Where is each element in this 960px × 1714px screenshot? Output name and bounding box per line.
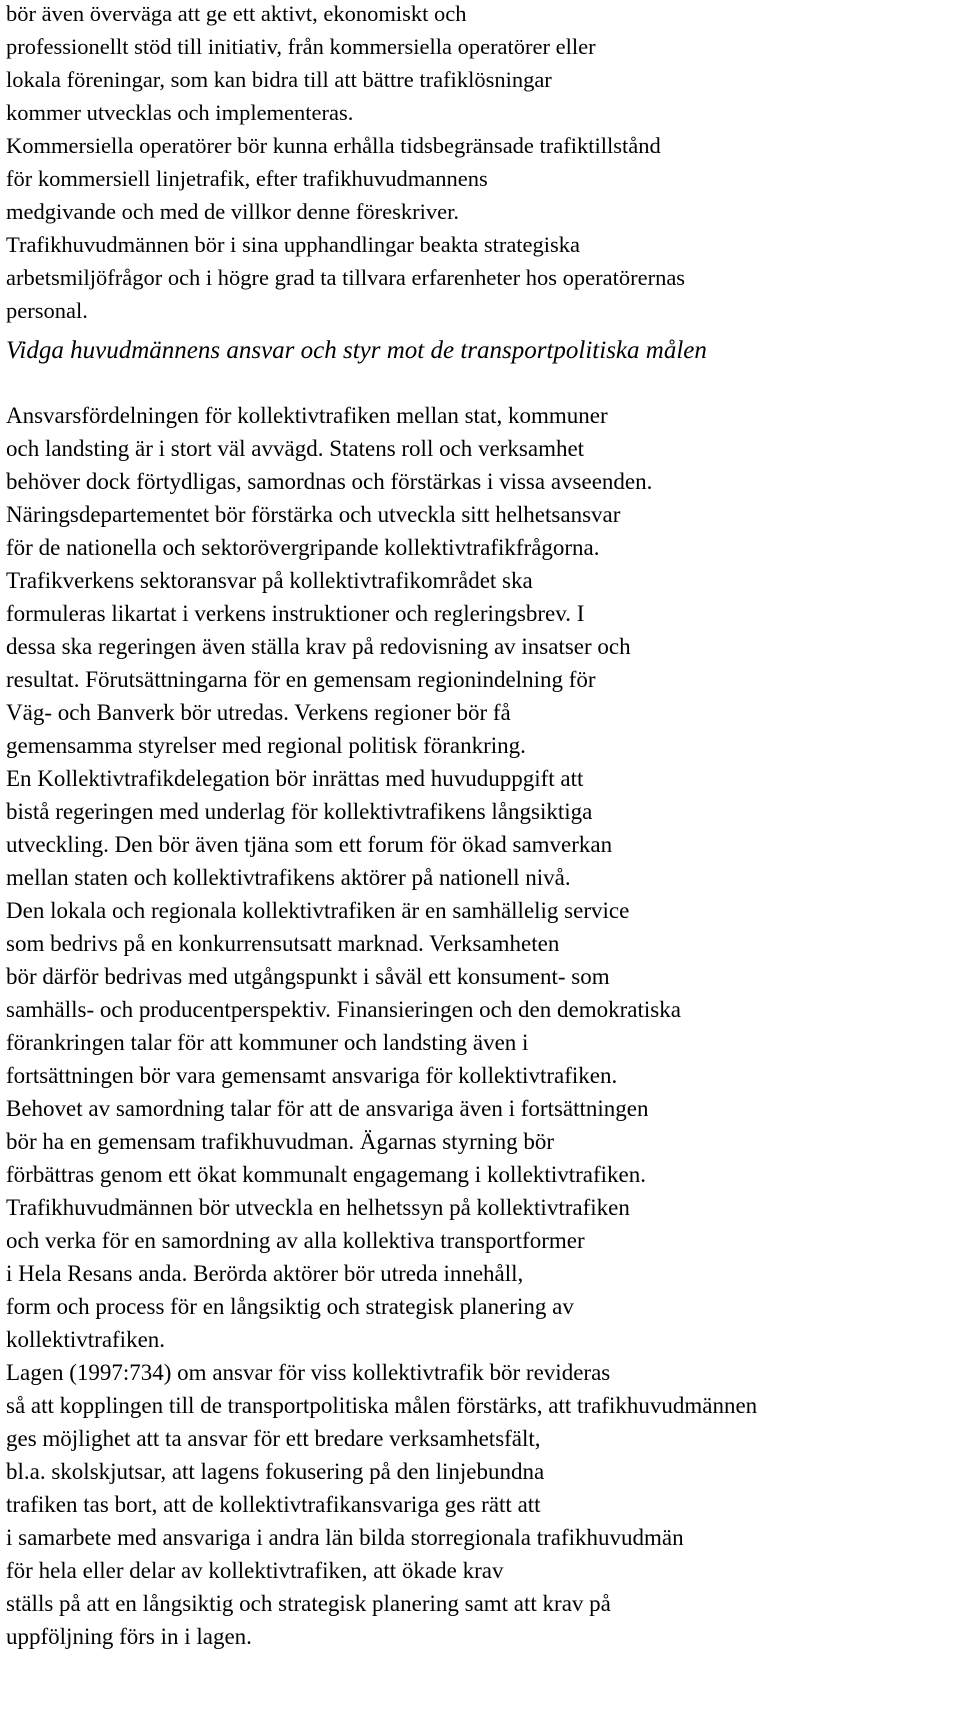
text-line: utveckling. Den bör även tjäna som ett forum för ökad samverkan [6, 832, 613, 857]
text-line: form och process för en långsiktig och strategisk planering av [6, 1294, 574, 1319]
text-line: som bedrivs på en konkurrensutsatt marknad. Verksamheten [6, 931, 560, 956]
text-line: lokala föreningar, som kan bidra till att bättre trafiklösningar [6, 67, 552, 92]
text-line: dessa ska regeringen även ställa krav på redovisning av insatser och [6, 634, 631, 659]
text-line: för de nationella och sektorövergripande kollektivtrafikfrågorna. [6, 535, 600, 560]
text-line: Lagen (1997:734) om ansvar för viss kollektivtrafik bör revideras [6, 1360, 611, 1385]
text-line: Den lokala och regionala kollektivtrafiken är en samhällelig service [6, 898, 630, 923]
text-line: personal. [6, 298, 88, 323]
text-line: Kommersiella operatörer bör kunna erhålla tidsbegränsade trafiktillstånd [6, 133, 661, 158]
text-line: medgivande och med de villkor denne föreskriver. [6, 199, 459, 224]
text-line: uppföljning förs in i lagen. [6, 1624, 252, 1649]
text-line: förbättras genom ett ökat kommunalt engagemang i kollektivtrafiken. [6, 1162, 646, 1187]
text-line: kollektivtrafiken. [6, 1327, 166, 1352]
text-line: trafiken tas bort, att de kollektivtrafikansvariga ges rätt att [6, 1492, 541, 1517]
text-line: och landsting är i stort väl avvägd. Statens roll och verksamhet [6, 436, 585, 461]
text-line: ges möjlighet att ta ansvar för ett bredare verksamhetsfält, [6, 1426, 541, 1451]
text-line: Ansvarsfördelningen för kollektivtrafiken mellan stat, kommuner [6, 403, 608, 428]
section-heading: Vidga huvudmännens ansvar och styr mot de transportpolitiska målen [6, 337, 707, 364]
text-line: ställs på att en långsiktig och strategisk planering samt att krav på [6, 1591, 611, 1616]
text-line: samhälls- och producentperspektiv. Finansieringen och den demokratiska [6, 997, 681, 1022]
text-line: En Kollektivtrafikdelegation bör inrättas med huvuduppgift att [6, 766, 584, 791]
text-line: fortsättningen bör vara gemensamt ansvariga för kollektivtrafiken. [6, 1063, 618, 1088]
text-line: i samarbete med ansvariga i andra län bilda storregionala trafikhuvudmän [6, 1525, 684, 1550]
text-line: formuleras likartat i verkens instruktioner och regleringsbrev. I [6, 601, 585, 626]
text-line: Trafikhuvudmännen bör i sina upphandlingar beakta strategiska [6, 232, 581, 257]
text-line: professionellt stöd till initiativ, från kommersiella operatörer eller [6, 34, 596, 59]
text-line: resultat. Förutsättningarna för en gemensam regionindelning för [6, 667, 596, 692]
text-line: för kommersiell linjetrafik, efter trafikhuvudmannens [6, 166, 488, 191]
text-line: Väg- och Banverk bör utredas. Verkens regioner bör få [6, 700, 511, 725]
text-line: bör ha en gemensam trafikhuvudman. Ägarnas styrning bör [6, 1129, 555, 1154]
text-line: så att kopplingen till de transportpolitiska målen förstärks, att trafikhuvudmännen [6, 1393, 758, 1418]
text-line: arbetsmiljöfrågor och i högre grad ta tillvara erfarenheter hos operatörernas [6, 265, 686, 290]
text-line: bör därför bedrivas med utgångspunkt i såväl ett konsument- som [6, 964, 610, 989]
text-line: behöver dock förtydligas, samordnas och förstärkas i vissa avseenden. [6, 469, 653, 494]
text-line: för hela eller delar av kollektivtrafiken, att ökade krav [6, 1558, 504, 1583]
text-line: Näringsdepartementet bör förstärka och utveckla sitt helhetsansvar [6, 502, 621, 527]
text-line: kommer utvecklas och implementeras. [6, 100, 354, 125]
text-line: bör även överväga att ge ett aktivt, ekonomiskt och [6, 1, 467, 26]
text-line: bl.a. skolskjutsar, att lagens fokusering på den linjebundna [6, 1459, 545, 1484]
text-line: Trafikhuvudmännen bör utveckla en helhetssyn på kollektivtrafiken [6, 1195, 630, 1220]
text-line: och verka för en samordning av alla kollektiva transportformer [6, 1228, 585, 1253]
paragraph-block-2 [6, 399, 757, 1653]
paragraph-block-1 [6, 0, 685, 327]
text-line: Behovet av samordning talar för att de ansvariga även i fortsättningen [6, 1096, 649, 1121]
text-line: Trafikverkens sektoransvar på kollektivtrafikområdet ska [6, 568, 533, 593]
text-line: förankringen talar för att kommuner och landsting även i [6, 1030, 529, 1055]
text-line: bistå regeringen med underlag för kollektivtrafikens långsiktiga [6, 799, 593, 824]
text-line: gemensamma styrelser med regional politisk förankring. [6, 733, 526, 758]
text-line: mellan staten och kollektivtrafikens aktörer på nationell nivå. [6, 865, 571, 890]
text-line: i Hela Resans anda. Berörda aktörer bör utreda innehåll, [6, 1261, 524, 1286]
